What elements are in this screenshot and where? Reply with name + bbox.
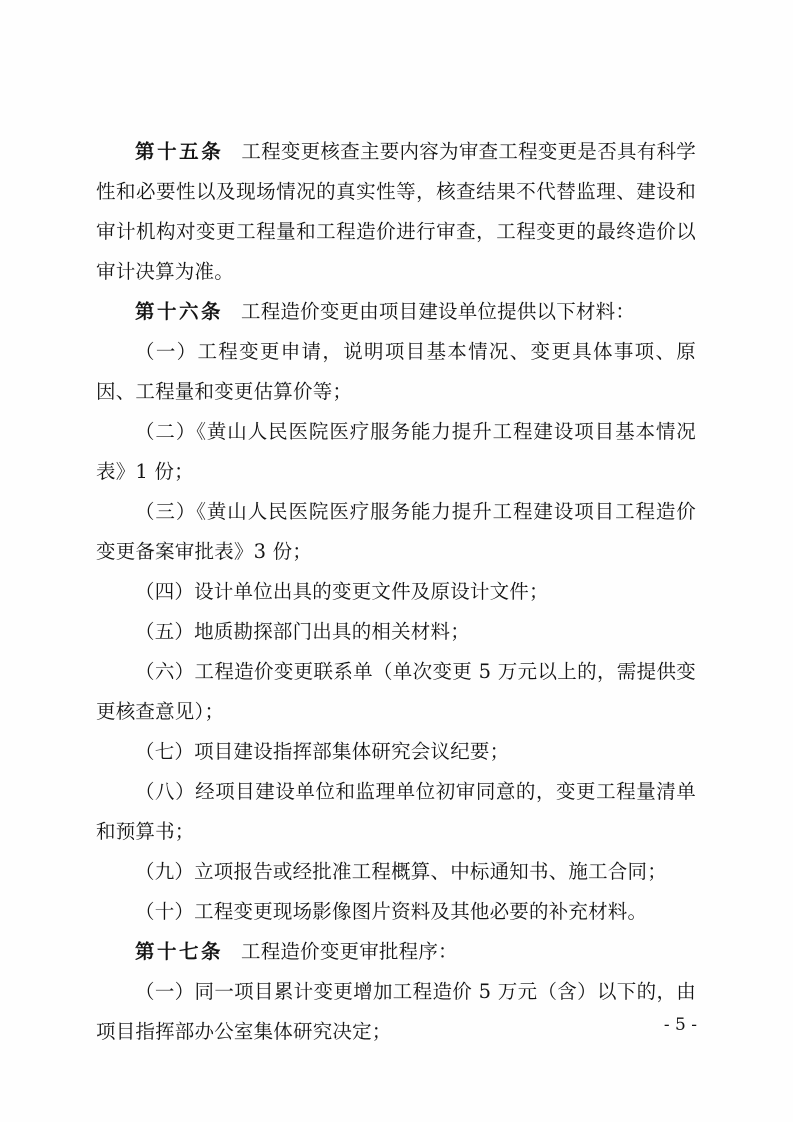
paragraph-article-15: [96, 132, 696, 292]
paragraph-item-16-7: [96, 732, 696, 772]
paragraph-article-17: [96, 932, 696, 972]
paragraph-item-16-8: [96, 772, 696, 852]
paragraph-item-16-3: [96, 492, 696, 572]
paragraph-text: 工程变更核查主要内容为审查工程变更是否具有科学性和必要性以及现场情况的真实性等，核查结果不代替监理、建设和审计机构对变更工程量和工程造价进行审查，工程变更的最终造价以审计决算为准。: [96, 140, 696, 283]
paragraph-article-16: [96, 292, 696, 332]
paragraph-text: （八）经项目建设单位和监理单位初审同意的，变更工程量清单和预算书；: [96, 780, 696, 843]
paragraph-text: （十）工程变更现场影像图片资料及其他必要的补充材料。: [135, 900, 648, 923]
paragraph-text: （四）设计单位出具的变更文件及原设计文件；: [135, 580, 549, 603]
paragraph-text: （三）《黄山人民医院医疗服务能力提升工程建设项目工程造价变更备案审批表》3 份；: [96, 500, 696, 563]
page-number-footer: - 5 -: [663, 1015, 697, 1035]
paragraph-heading: 第十六条: [135, 300, 224, 323]
paragraph-item-17-1: [96, 972, 696, 1052]
paragraph-text: （六）工程造价变更联系单（单次变更 5 万元以上的，需提供变更核查意见）；: [96, 660, 696, 723]
paragraph-text: 工程造价变更由项目建设单位提供以下材料：: [241, 300, 636, 323]
paragraph-text: 工程造价变更审批程序：: [241, 940, 458, 963]
paragraph-heading: 第十七条: [135, 940, 224, 963]
paragraph-text: （七）项目建设指挥部集体研究会议纪要；: [135, 740, 510, 763]
paragraph-item-16-5: [96, 612, 696, 652]
paragraph-text: （二）《黄山人民医院医疗服务能力提升工程建设项目基本情况表》1 份；: [96, 420, 696, 483]
paragraph-text: （一）同一项目累计变更增加工程造价 5 万元（含）以下的，由项目指挥部办公室集体研究决定；: [96, 980, 696, 1043]
paragraph-text: （一）工程变更申请，说明项目基本情况、变更具体事项、原因、工程量和变更估算价等；: [96, 340, 696, 403]
paragraph-heading: 第十五条: [135, 140, 224, 163]
document-body: [96, 132, 696, 1052]
paragraph-item-16-4: [96, 572, 696, 612]
paragraph-item-16-2: [96, 412, 696, 492]
paragraph-item-16-10: [96, 892, 696, 932]
paragraph-text: （九）立项报告或经批准工程概算、中标通知书、施工合同；: [135, 860, 667, 883]
paragraph-item-16-1: [96, 332, 696, 412]
paragraph-item-16-9: [96, 852, 696, 892]
paragraph-text: （五）地质勘探部门出具的相关材料；: [135, 620, 470, 643]
paragraph-item-16-6: [96, 652, 696, 732]
